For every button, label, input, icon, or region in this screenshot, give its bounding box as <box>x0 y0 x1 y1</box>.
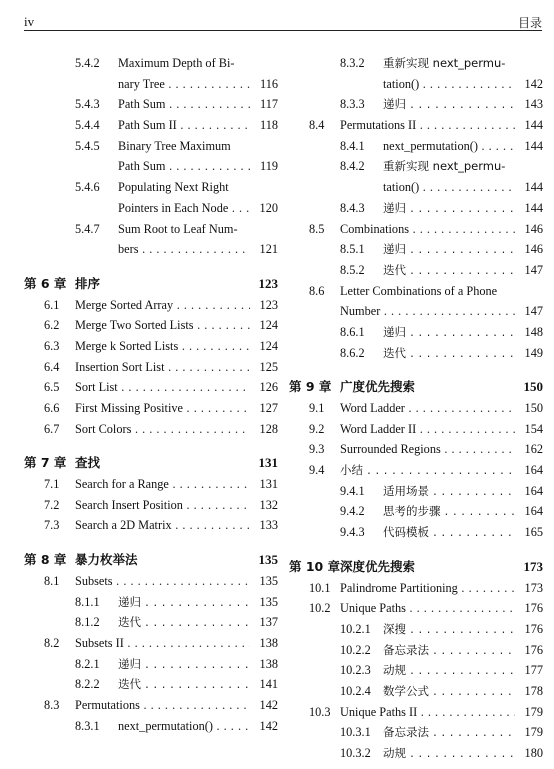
toc-entry[interactable] <box>289 281 543 302</box>
toc-entry-number: 7.3 <box>44 518 60 533</box>
toc-entry-title: 递归 . . . <box>118 654 250 675</box>
toc-entry-title: Path Sum II . . . <box>118 115 250 136</box>
toc-entry-page: 176 <box>521 598 543 619</box>
toc-entry-title: Search Insert Position . . . <box>75 495 250 516</box>
toc-entry-title: 数学公式 . . . <box>383 681 515 702</box>
toc-entry[interactable] <box>289 501 543 522</box>
toc-entry-number: 10.1 <box>309 580 331 595</box>
toc-entry[interactable] <box>289 419 543 440</box>
toc-entry-number: 8.3.1 <box>75 718 100 733</box>
toc-entry-number: 9.4 <box>309 463 325 478</box>
toc-entry-title: Maximum Depth of Bi- <box>118 56 235 70</box>
toc-entry-number: 10.2.4 <box>340 683 371 698</box>
toc-entry-page: 142 <box>521 74 543 95</box>
toc-entry-number: 10.2.2 <box>340 642 371 657</box>
page-number: iv <box>24 14 35 29</box>
toc-entry-title: 重新实现 next_permu- <box>383 159 506 174</box>
toc-entry-title: next_permutation() . . . <box>118 716 250 737</box>
toc-entry-title: 查找 <box>75 455 101 471</box>
toc-entry-number: 8.3.3 <box>340 97 365 112</box>
toc-entry-title: Unique Paths . . . <box>340 598 515 619</box>
toc-entry-page: 164 <box>521 501 543 522</box>
toc-entry-page: 148 <box>521 322 543 343</box>
toc-entry-page: 142 <box>256 716 278 737</box>
toc-entry-number: 6.7 <box>44 421 60 436</box>
toc-entry-number: 9.2 <box>309 421 325 436</box>
toc-entry-title: Palindrome Partitioning . . . <box>340 578 515 599</box>
toc-entry[interactable] <box>289 301 543 322</box>
toc-entry-number: 9.4.1 <box>340 483 365 498</box>
toc-entry-title: 暴力枚举法 <box>75 552 138 568</box>
toc-entry[interactable] <box>289 681 543 702</box>
toc-entry[interactable] <box>289 439 543 460</box>
toc-entry-title: Subsets . . . <box>75 571 250 592</box>
toc-entry-number: 8.4.3 <box>340 200 365 215</box>
toc-entry-page: 173 <box>520 557 544 578</box>
toc-entry-title: bers . . . <box>118 239 250 260</box>
toc-entry-title: 动规 . . . <box>383 660 515 681</box>
toc-entry-number: 10.2 <box>309 601 331 616</box>
toc-entry-page: 144 <box>521 177 543 198</box>
toc-entry-title: 思考的步骤 . . . <box>383 501 515 522</box>
toc-entry-number: 7.1 <box>44 477 60 492</box>
toc-entry-number: 第 10 章 <box>289 558 341 574</box>
toc-chapter-entry[interactable] <box>24 550 278 571</box>
toc-entry[interactable] <box>289 702 543 723</box>
toc-entry-page: 135 <box>256 592 278 613</box>
toc-entry-number: 9.4.3 <box>340 525 365 540</box>
toc-entry-number: 6.4 <box>44 359 60 374</box>
toc-entry-title: Search a 2D Matrix . . . <box>75 515 250 536</box>
toc-entry-title: Letter Combinations of a Phone <box>340 283 498 298</box>
toc-entry[interactable] <box>24 633 278 654</box>
toc-entry[interactable] <box>24 156 278 177</box>
toc-entry-page: 124 <box>256 336 278 357</box>
toc-entry-title: 递归 . . . <box>383 94 515 115</box>
toc-entry-number: 5.4.5 <box>75 138 100 153</box>
toc-entry-number: 8.4 <box>309 118 325 133</box>
toc-entry-title: next_permutation() . . . <box>383 136 515 157</box>
toc-entry[interactable] <box>24 136 278 157</box>
toc-entry-title: 递归 . . . <box>383 198 515 219</box>
toc-entry-title: 迭代 . . . <box>383 343 515 364</box>
page-header <box>24 12 542 31</box>
toc-entry-number: 10.2.3 <box>340 663 371 678</box>
toc-entry-title: Path Sum . . . <box>118 156 250 177</box>
toc-entry[interactable] <box>289 239 543 260</box>
toc-entry-title: Search for a Range . . . <box>75 474 250 495</box>
toc-entry-number: 8.3 <box>44 697 60 712</box>
toc-entry[interactable] <box>24 357 278 378</box>
toc-entry[interactable] <box>289 115 543 136</box>
toc-entry-title: 迭代 . . . <box>118 612 250 633</box>
toc-entry[interactable] <box>24 515 278 536</box>
toc-entry-page: 138 <box>256 654 278 675</box>
toc-entry-number: 6.5 <box>44 380 60 395</box>
toc-entry-title: Word Ladder II . . . <box>340 419 515 440</box>
toc-entry-page: 178 <box>521 681 543 702</box>
toc-entry-title: Permutations . . . <box>75 695 250 716</box>
toc-entry[interactable] <box>289 743 543 764</box>
toc-entry-page: 179 <box>521 722 543 743</box>
toc-entry-page: 123 <box>255 274 279 295</box>
toc-entry[interactable] <box>289 481 543 502</box>
toc-entry-page: 176 <box>521 619 543 640</box>
toc-entry-title: 动规 . . . <box>383 743 515 764</box>
toc-entry-title: Merge k Sorted Lists . . . <box>75 336 250 357</box>
toc-entry-title: 排序 <box>75 275 101 291</box>
toc-entry[interactable] <box>289 94 543 115</box>
toc-entry-title: 广度优先搜索 <box>340 379 416 395</box>
toc-entry[interactable] <box>289 660 543 681</box>
toc-entry-title: 重新实现 next_permu- <box>383 56 506 70</box>
toc-entry-number: 10.3.1 <box>340 725 371 740</box>
toc-entry-page: 135 <box>256 571 278 592</box>
toc-entry[interactable] <box>24 177 278 198</box>
toc-entry[interactable] <box>289 343 543 364</box>
toc-entry[interactable] <box>289 74 543 95</box>
toc-entry-title: Merge Two Sorted Lists . . . <box>75 315 250 336</box>
toc-entry-title: 适用场景 . . . <box>383 481 515 502</box>
toc-entry[interactable] <box>24 377 278 398</box>
toc-entry-number: 10.2.1 <box>340 621 371 636</box>
toc-entry[interactable] <box>289 578 543 599</box>
toc-chapter-entry[interactable] <box>289 557 543 578</box>
toc-entry[interactable] <box>24 495 278 516</box>
toc-entry-number: 5.4.6 <box>75 180 100 195</box>
toc-entry-number: 6.2 <box>44 318 60 333</box>
toc-entry[interactable] <box>289 260 543 281</box>
toc-entry-page: 154 <box>521 419 543 440</box>
toc-entry-number: 第 8 章 <box>24 552 67 568</box>
toc-entry[interactable] <box>289 460 543 481</box>
toc-entry-number: 8.5.1 <box>340 242 365 257</box>
toc-entry[interactable] <box>24 115 278 136</box>
running-title: 目录 <box>517 16 542 30</box>
toc-entry-title: 代码模板 . . . <box>383 522 515 543</box>
toc-entry-page: 176 <box>521 640 543 661</box>
toc-entry[interactable] <box>24 571 278 592</box>
toc-entry-number: 6.1 <box>44 297 60 312</box>
toc-entry[interactable] <box>289 522 543 543</box>
toc-entry-title: Subsets II . . . <box>75 633 250 654</box>
toc-chapter-entry[interactable] <box>289 377 543 398</box>
toc-entry[interactable] <box>289 198 543 219</box>
toc-entry-page: 162 <box>521 439 543 460</box>
toc-entry-title: Insertion Sort List . . . <box>75 357 250 378</box>
toc-entry-page: 147 <box>521 301 543 322</box>
toc-entry-number: 第 7 章 <box>24 455 67 471</box>
toc-entry[interactable] <box>24 654 278 675</box>
toc-entry-title: tation() . . . <box>383 177 515 198</box>
toc-entry-number: 8.6 <box>309 283 325 298</box>
toc-entry-number: 5.4.7 <box>75 221 100 236</box>
toc-entry-page: 116 <box>256 74 278 95</box>
toc-entry-page: 126 <box>256 377 278 398</box>
toc-entry-title: Permutations II . . . <box>340 115 515 136</box>
toc-entry-page: 173 <box>521 578 543 599</box>
toc-entry-title: 深搜 . . . <box>383 619 515 640</box>
toc-entry-number: 8.1.1 <box>75 594 100 609</box>
toc-entry-title: Combinations . . . <box>340 219 515 240</box>
toc-entry-page: 164 <box>521 481 543 502</box>
toc-entry-number: 8.6.2 <box>340 345 365 360</box>
toc-entry-page: 143 <box>521 94 543 115</box>
toc-left-column <box>24 53 278 736</box>
toc-entry-page: 135 <box>255 550 279 571</box>
toc-entry-title: Binary Tree Maximum <box>118 138 231 153</box>
toc-entry-title: 递归 . . . <box>383 322 515 343</box>
toc-entry-page: 125 <box>256 357 278 378</box>
toc-entry-page: 119 <box>256 156 278 177</box>
toc-entry-number: 7.2 <box>44 497 60 512</box>
toc-entry-page: 144 <box>521 136 543 157</box>
toc-entry[interactable] <box>289 619 543 640</box>
toc-entry-title: Word Ladder . . . <box>340 398 515 419</box>
toc-entry-number: 5.4.4 <box>75 118 100 133</box>
toc-entry-number: 5.4.2 <box>75 56 100 70</box>
toc-entry-page: 128 <box>256 419 278 440</box>
toc-entry-page: 124 <box>256 315 278 336</box>
toc-entry-page: 149 <box>521 343 543 364</box>
toc-entry-page: 141 <box>256 674 278 695</box>
toc-entry-number: 8.3.2 <box>340 56 365 70</box>
toc-entry-number: 8.6.1 <box>340 324 365 339</box>
toc-entry[interactable] <box>24 239 278 260</box>
toc-entry[interactable] <box>289 219 543 240</box>
toc-entry-page: 180 <box>521 743 543 764</box>
toc-entry-title: nary Tree . . . <box>118 74 250 95</box>
toc-entry-page: 150 <box>520 377 544 398</box>
toc-entry-page: 118 <box>256 115 278 136</box>
toc-entry[interactable] <box>289 136 543 157</box>
toc-entry-page: 177 <box>521 660 543 681</box>
toc-entry[interactable] <box>24 612 278 633</box>
toc-entry[interactable] <box>24 336 278 357</box>
toc-entry[interactable] <box>24 53 278 74</box>
toc-entry-page: 131 <box>256 474 278 495</box>
toc-entry-page: 131 <box>255 453 279 474</box>
toc-entry-page: 179 <box>521 702 543 723</box>
toc-entry[interactable] <box>289 598 543 619</box>
toc-entry-number: 8.2.2 <box>75 677 100 692</box>
toc-entry[interactable] <box>289 53 543 74</box>
toc-entry-title: Sum Root to Leaf Num- <box>118 221 238 236</box>
toc-entry-page: 147 <box>521 260 543 281</box>
toc-right-column <box>289 53 543 764</box>
toc-entry-number: 5.4.3 <box>75 97 100 112</box>
toc-entry-title: Populating Next Right <box>118 180 229 195</box>
toc-entry[interactable] <box>24 315 278 336</box>
toc-entry-page: 121 <box>256 239 278 260</box>
toc-entry-title: 小结 . . . <box>340 460 515 481</box>
toc-entry-number: 6.3 <box>44 338 60 353</box>
toc-entry-page: 137 <box>256 612 278 633</box>
toc-entry-number: 8.5.2 <box>340 262 365 277</box>
toc-entry-title: 递归 . . . <box>383 239 515 260</box>
toc-entry-page: 142 <box>256 695 278 716</box>
toc-entry-number: 8.2 <box>44 635 60 650</box>
toc-entry-page: 120 <box>256 198 278 219</box>
toc-entry-page: 165 <box>521 522 543 543</box>
toc-entry-number: 8.1 <box>44 573 60 588</box>
toc-entry[interactable] <box>24 592 278 613</box>
toc-entry-number: 第 9 章 <box>289 379 332 395</box>
toc-entry-page: 117 <box>256 94 278 115</box>
toc-entry-title: 深度优先搜索 <box>340 558 416 574</box>
toc-entry[interactable] <box>289 156 543 177</box>
toc-entry-number: 8.2.1 <box>75 656 100 671</box>
toc-entry[interactable] <box>289 640 543 661</box>
toc-entry-title: 迭代 . . . <box>383 260 515 281</box>
toc-entry-title: Sort Colors . . . <box>75 419 250 440</box>
toc-entry[interactable] <box>289 322 543 343</box>
toc-entry-number: 8.1.2 <box>75 615 100 630</box>
toc-entry-page: 138 <box>256 633 278 654</box>
toc-entry[interactable] <box>24 674 278 695</box>
toc-entry-number: 9.1 <box>309 401 325 415</box>
toc-chapter-entry[interactable] <box>24 274 278 295</box>
toc-entry-title: Number . . . <box>340 301 515 322</box>
toc-entry[interactable] <box>24 419 278 440</box>
toc-entry-title: Sort List . . . <box>75 377 250 398</box>
toc-entry-number: 9.3 <box>309 442 325 457</box>
toc-entry[interactable] <box>24 198 278 219</box>
toc-entry-title: Merge Sorted Array . . . <box>75 295 250 316</box>
toc-entry[interactable] <box>24 474 278 495</box>
toc-entry[interactable] <box>24 295 278 316</box>
toc-entry-title: 递归 . . . <box>118 592 250 613</box>
toc-entry-page: 127 <box>256 398 278 419</box>
toc-entry-number: 10.3 <box>309 704 331 719</box>
toc-entry[interactable] <box>289 177 543 198</box>
toc-entry-page: 164 <box>521 460 543 481</box>
toc-entry-page: 123 <box>256 295 278 316</box>
toc-chapter-entry[interactable] <box>24 453 278 474</box>
toc-entry-title: First Missing Positive . . . <box>75 398 250 419</box>
toc-entry[interactable] <box>24 716 278 737</box>
toc-entry-number: 9.4.2 <box>340 504 365 519</box>
toc-entry-title: Unique Paths II . . . <box>340 702 515 723</box>
toc-entry-page: 132 <box>256 495 278 516</box>
toc-entry[interactable] <box>289 398 543 419</box>
toc-entry-number: 6.6 <box>44 401 60 415</box>
toc-entry[interactable] <box>24 398 278 419</box>
toc-entry[interactable] <box>24 94 278 115</box>
toc-entry[interactable] <box>24 695 278 716</box>
toc-entry-title: Path Sum . . . <box>118 94 250 115</box>
toc-entry-title: Surrounded Regions . . . <box>340 439 515 460</box>
toc-entry-page: 150 <box>521 398 543 419</box>
toc-entry-title: Pointers in Each Node . . . <box>118 198 250 219</box>
toc-entry-page: 146 <box>521 239 543 260</box>
toc-entry-page: 133 <box>256 515 278 536</box>
toc-entry-title: 备忘录法 . . . <box>383 640 515 661</box>
toc-entry-page: 144 <box>521 115 543 136</box>
toc-entry-title: 备忘录法 . . . <box>383 722 515 743</box>
toc-entry-number: 8.4.1 <box>340 138 365 153</box>
toc-entry-title: tation() . . . <box>383 74 515 95</box>
toc-entry[interactable] <box>289 722 543 743</box>
toc-entry[interactable] <box>24 74 278 95</box>
toc-entry-page: 144 <box>521 198 543 219</box>
toc-entry-number: 8.5 <box>309 221 325 236</box>
toc-entry[interactable] <box>24 219 278 240</box>
toc-entry-number: 10.3.2 <box>340 746 371 760</box>
toc-entry-number: 第 6 章 <box>24 275 67 291</box>
toc-entry-page: 146 <box>521 219 543 240</box>
toc-entry-number: 8.4.2 <box>340 159 365 174</box>
toc-entry-title: 迭代 . . . <box>118 674 250 695</box>
